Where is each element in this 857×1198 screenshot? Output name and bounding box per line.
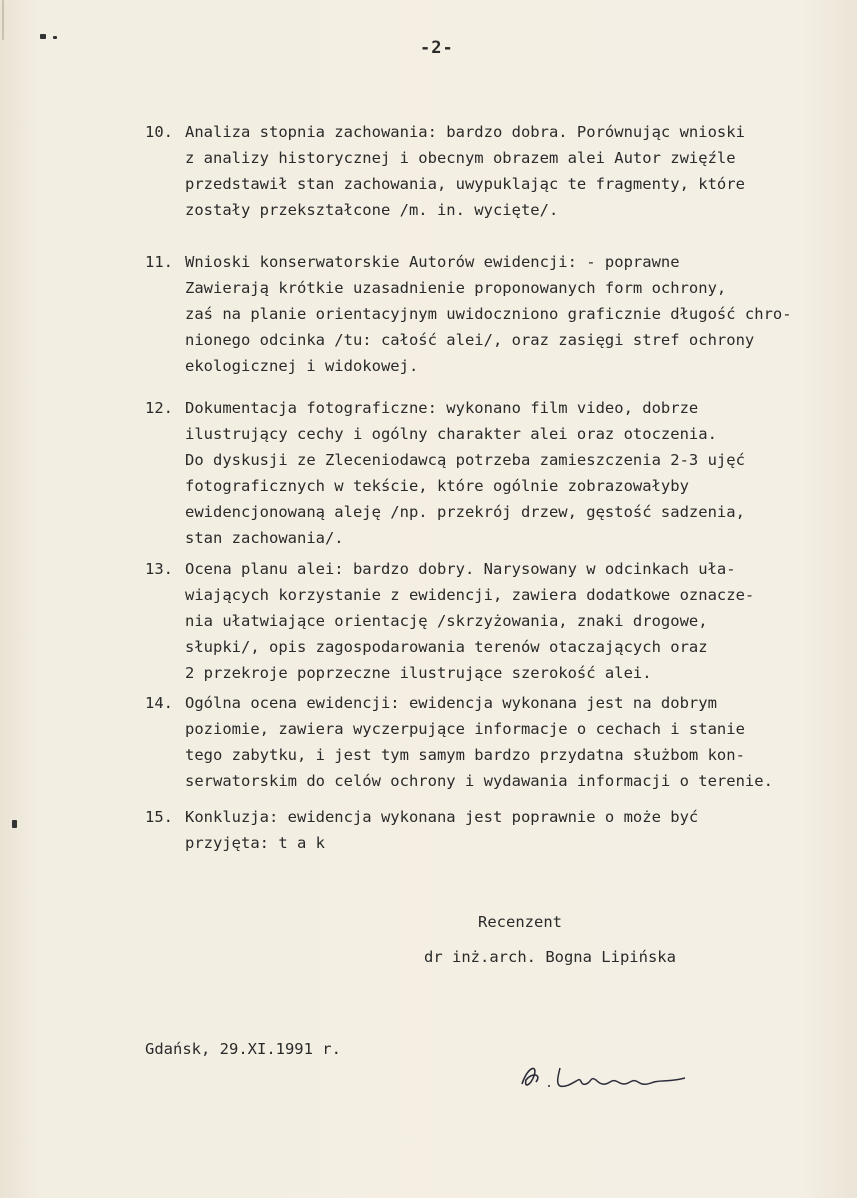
reviewer-role: Recenzent — [478, 913, 562, 931]
item-line: ewidencjonowaną aleję /np. przekrój drzew, gęstość sadzenia, — [185, 503, 745, 521]
item-line: słupki/, opis zagospodarowania terenów otaczających oraz — [185, 638, 708, 656]
item-line: Ogólna ocena ewidencji: ewidencja wykonana jest na dobrym — [185, 694, 717, 712]
item-line: 2 przekroje poprzeczne ilustrujące szerokość alei. — [185, 664, 652, 682]
reviewer-name: dr inż.arch. Bogna Lipińska — [424, 948, 676, 966]
item-line: poziomie, zawiera wyczerpujące informacje o cechach i stanie — [185, 720, 745, 738]
place-date: Gdańsk, 29.XI.1991 r. — [145, 1040, 341, 1058]
item-number: 14. — [145, 694, 173, 712]
item-line: ilustrujący cechy i ogólny charakter alei oraz otoczenia. — [185, 425, 717, 443]
item-line: serwatorskim do celów ochrony i wydawania informacji o terenie. — [185, 772, 773, 790]
item-line: Wnioski konserwatorskie Autorów ewidencji: - poprawne — [185, 253, 680, 271]
item-line: zostały przekształcone /m. in. wycięte/. — [185, 201, 559, 219]
item-line: Ocena planu alei: bardzo dobry. Narysowany w odcinkach uła- — [185, 560, 736, 578]
scan-mark — [40, 34, 46, 39]
item-line: przyjęta: t a k — [185, 834, 325, 852]
item-line: stan zachowania/. — [185, 529, 344, 547]
item-line: nia ułatwiające orientację /skrzyżowania, znaki drogowe, — [185, 612, 708, 630]
item-line: Analiza stopnia zachowania: bardzo dobra. Porównując wnioski — [185, 123, 745, 141]
item-line: tego zabytku, i jest tym samym bardzo przydatna służbom kon- — [185, 746, 745, 764]
item-line: Dokumentacja fotograficzne: wykonano film video, dobrze — [185, 399, 699, 417]
item-line: z analizy historycznej i obecnym obrazem alei Autor zwięźle — [185, 149, 736, 167]
item-line: Zawierają krótkie uzasadnienie proponowanych form ochrony, — [185, 279, 727, 297]
item-number: 12. — [145, 399, 173, 417]
handwritten-signature — [520, 1062, 690, 1092]
item-number: 13. — [145, 560, 173, 578]
item-line: wiających korzystanie z ewidencji, zawiera dodatkowe oznacze- — [185, 586, 755, 604]
item-number: 15. — [145, 808, 173, 826]
item-number: 11. — [145, 253, 173, 271]
item-line: zaś na planie orientacyjnym uwidoczniono graficznie długość chro- — [185, 305, 792, 323]
item-line: Do dyskusji ze Zleceniodawcą potrzeba zamieszczenia 2-3 ujęć — [185, 451, 745, 469]
item-line: przedstawił stan zachowania, uwypuklając te fragmenty, które — [185, 175, 745, 193]
scan-mark — [53, 36, 57, 39]
scan-mark — [2, 0, 4, 40]
item-line: nionego odcinka /tu: całość alei/, oraz zasięgi stref ochrony — [185, 331, 755, 349]
scan-mark — [12, 820, 17, 828]
item-line: ekologicznej i widokowej. — [185, 357, 419, 375]
item-number: 10. — [145, 123, 173, 141]
page-number: -2- — [420, 38, 454, 58]
item-line: fotograficznych w tekście, które ogólnie zobrazowałyby — [185, 477, 689, 495]
item-line: Konkluzja: ewidencja wykonana jest poprawnie o może być — [185, 808, 699, 826]
